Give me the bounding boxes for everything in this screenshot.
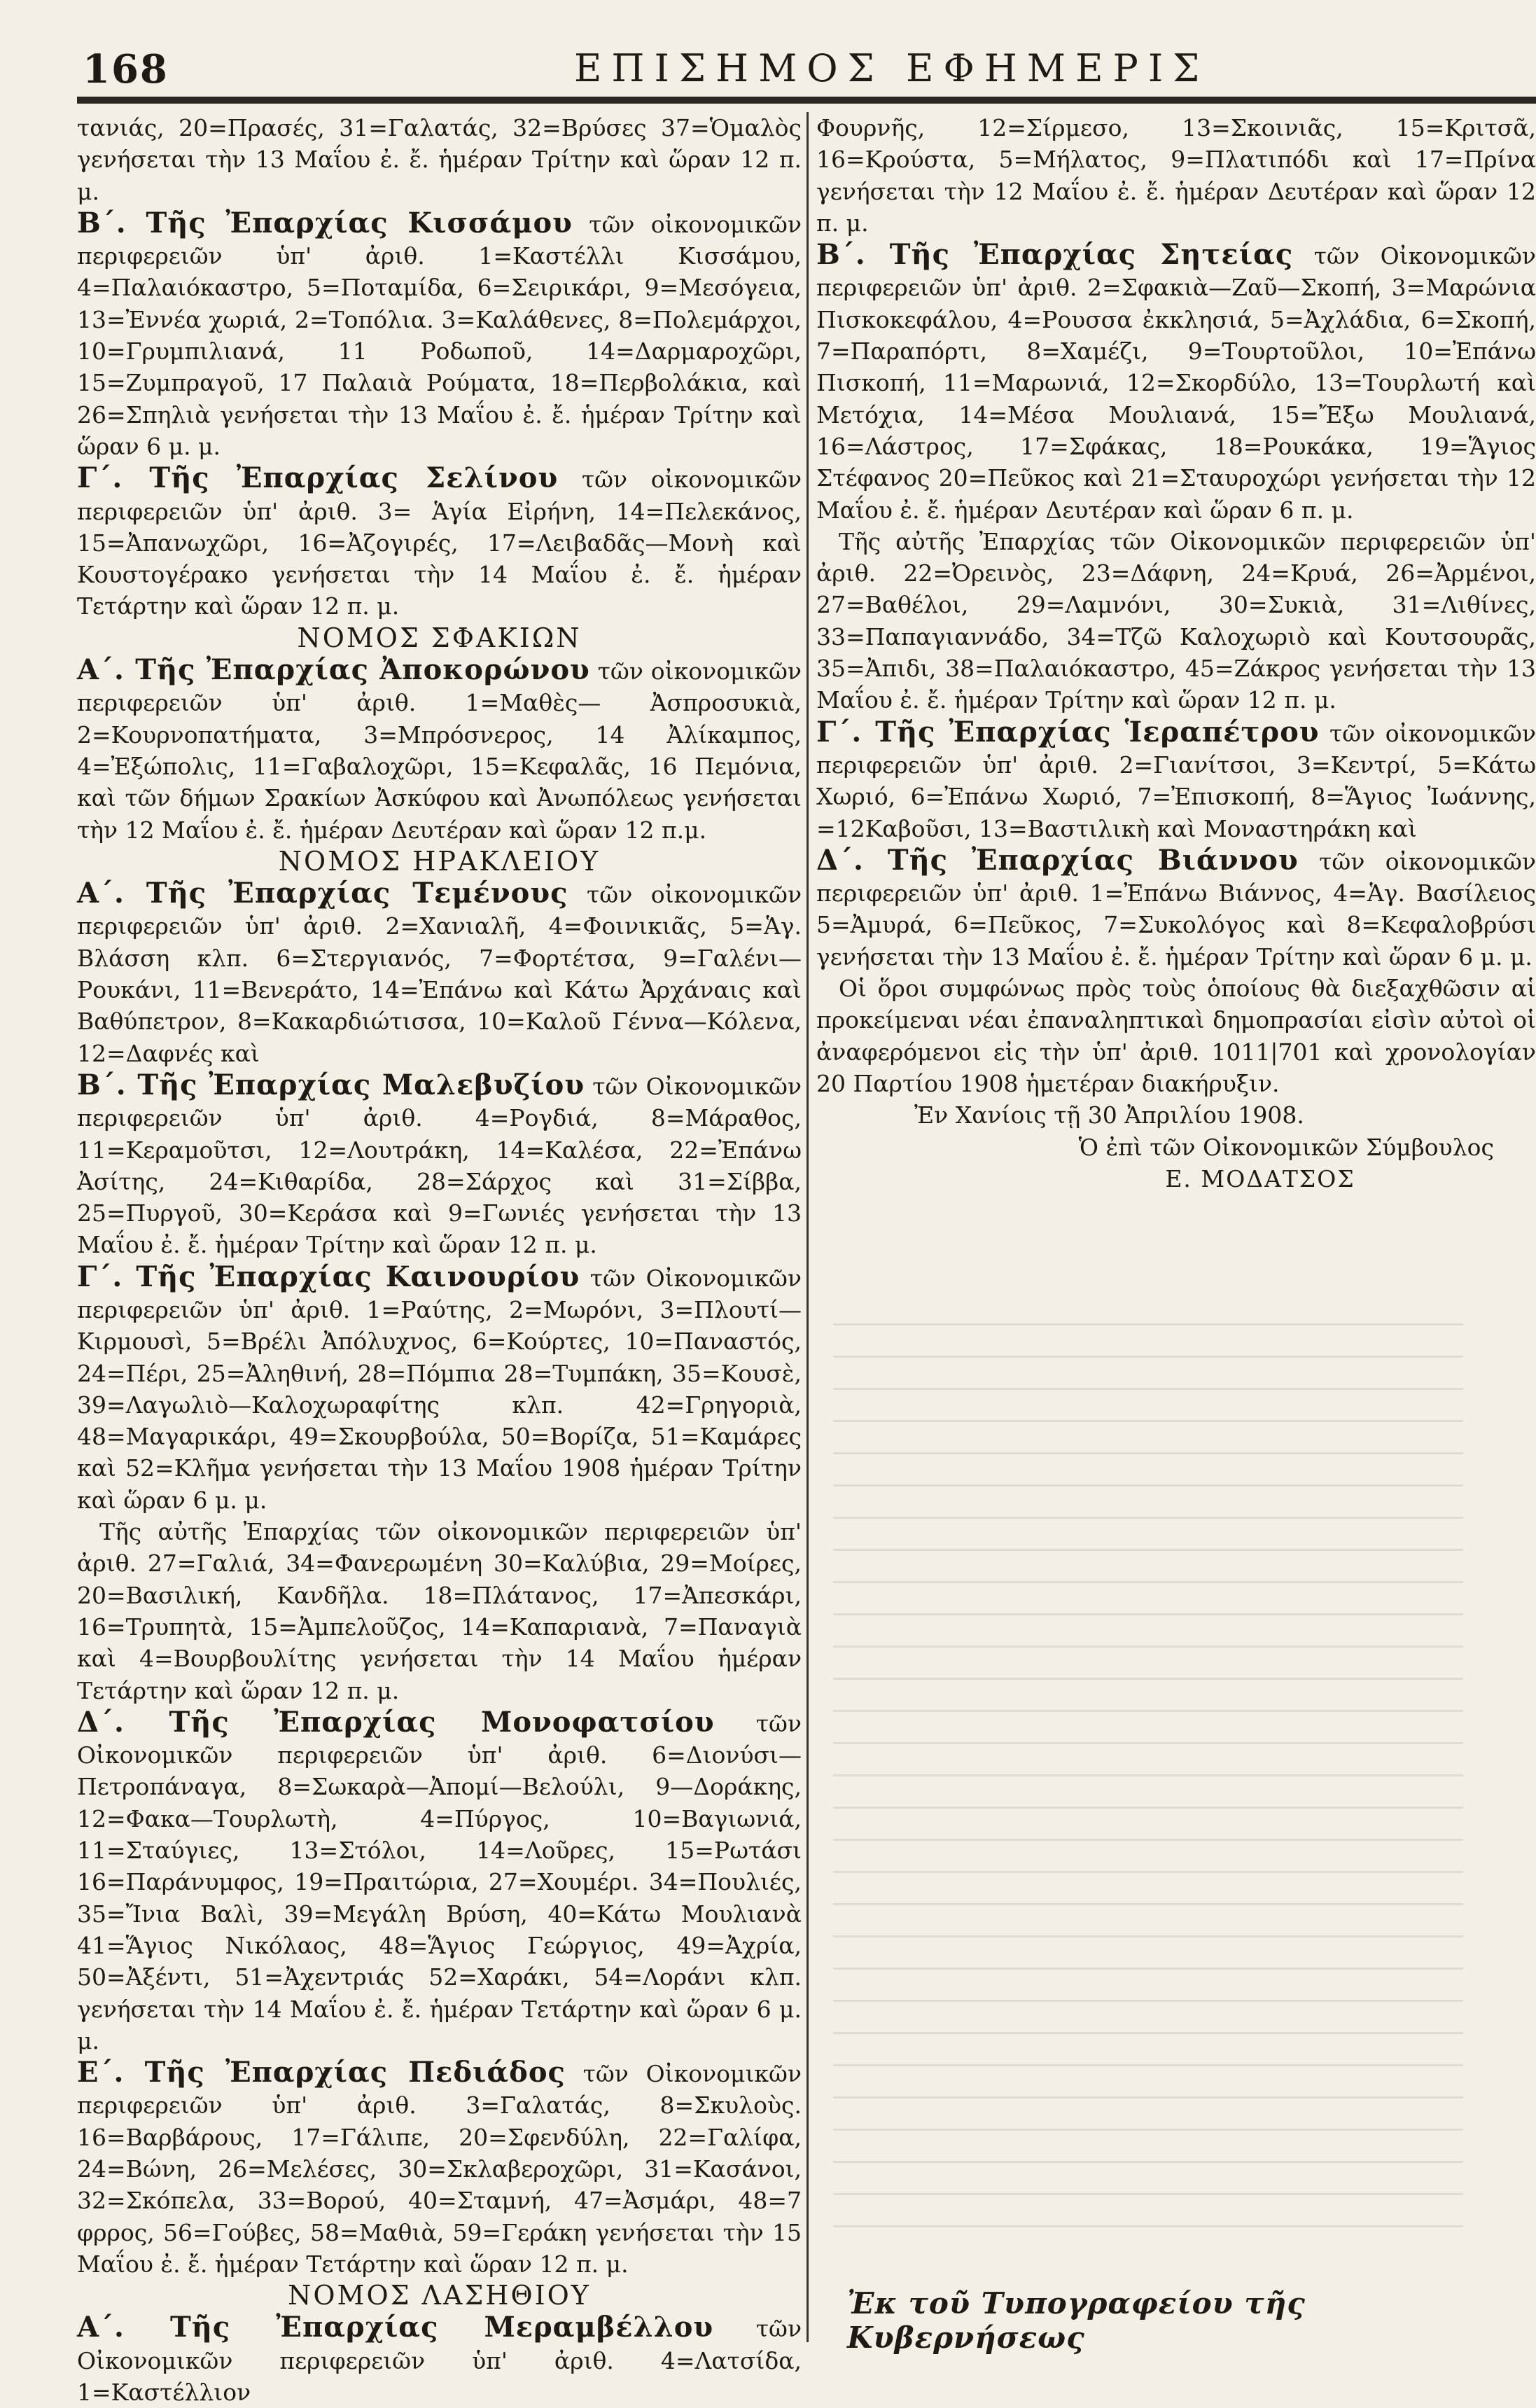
column-divider bbox=[807, 112, 809, 2342]
section-paragraph bbox=[77, 1261, 802, 1516]
section-heading: Α΄. Τῆς Ἐπαρχίας Ἀποκορώνου bbox=[77, 653, 590, 687]
date-line: Ἐν Χανίοις τῇ 30 Ἀπριλίου 1908. bbox=[914, 1101, 1304, 1129]
header-rule bbox=[77, 97, 1536, 104]
section-heading: Δ΄. Τῆς Ἐπαρχίας Βιάννου bbox=[816, 843, 1299, 877]
section-heading: Α΄. Τῆς Ἐπαρχίας Μεραμβέλλου bbox=[77, 2311, 714, 2344]
section-text: τῶν οἰκονομικῶν περιφερειῶν ὑπ' ἀριθ. 1=Μαθὲς— Ἀσπροσυκιὰ, 2=Κουρνοπατήματα, 3=Μπρόσνερος, 14 Ἀλίκαμπος, 4=Ἐξώπολις, 11=Γαβαλοχῶρι, 15=Κεφαλᾶς, 16 Πεμόνια, καὶ τῶν δήμων Σρακίων Ἀσκύφου καὶ Ἀνωπόλεως γενήσεται τὴν 12 Μαΐου ἐ. ἔ. ἡμέραν Δευτέραν καὶ ὥραν 12 π.μ. bbox=[77, 657, 802, 844]
paragraph: Οἱ ὅροι συμφώνως πρὸς τοὺς ὁποίους θὰ διεξαχθῶσιν αἱ προκείμεναι νέαι ἐπαναληπτικαὶ δημοπρασίαι εἰσὶν αὐτοὶ οἱ ἀναφερόμενοι εἰς τὴν ὑπ' ἀριθ. 1011|701 καὶ χρονολογίαν 20 Παρτίου 1908 ἡμετέραν διακήρυξιν. bbox=[816, 975, 1536, 1097]
section-paragraph bbox=[77, 1706, 802, 2056]
paragraph: Φουρνῆς, 12=Σίρμεσο, 13=Σκοινιᾶς, 15=Κριτσᾶ, 16=Κρούστα, 5=Μήλατος, 9=Πλατιπόδι καὶ 17=Πρίνα γενήσεται τὴν 12 Μαΐου ἐ. ἔ. ἡμέραν Δευτέραν καὶ ὥραν 12 π. μ. bbox=[816, 114, 1536, 237]
section-paragraph bbox=[77, 877, 802, 1069]
section-text: τῶν Οἰκονομικῶν περιφερειῶν ὑπ' ἀριθ. 3=Γαλατάς, 8=Σκυλοὺς. 16=Βαρβάρους, 17=Γάλιπε, 20=Σφενδύλη, 22=Γαλίφα, 24=Βώνη, 26=Μελέσες, 30=Σκλαβεροχῶρι, 31=Κασάνοι, 32=Σκόπελα, 33=Βορού, 40=Σταμνή, 47=Ἀσμάρι, 48=7 φρρος, 56=Γούβες, 58=Μαθιὰ, 59=Γεράκη γενήσεται τὴν 15 Μαΐου ἐ. ἔ. ἡμέραν Τετάρτην καὶ ὥραν 12 π. μ. bbox=[77, 2060, 802, 2278]
section-text: τῶν Οἰκονομικῶν περιφερειῶν ὑπ' ἀριθ. 4=Λατσίδα, 1=Καστέλλιον bbox=[77, 2315, 802, 2407]
section-text: τῶν Οἰκονομικῶν περιφερειῶν ὑπ' ἀριθ. 1=Ραύτης, 2=Μωρόνι, 3=Πλουτί—Κιρμουσὶ, 5=Βρέλι Ἀπόλυχνος, 6=Κούρτες, 10=Παναστός, 24=Πέρι, 25=Ἀληθινή, 28=Πόμπια 28=Τυμπάκη, 35=Κουσὲ, 39=Λαγωλιὸ—Καλοχωραφίτης κλπ. 42=Γρηγοριὰ, 48=Μαγαρικάρι, 49=Σκουρβούλα, 50=Βορίζα, 51=Καμάρες καὶ 52=Κλῆμα γενήσεται τὴν 13 Μαΐου 1908 ἡμέραν Τρίτην καὶ ὥραν 6 μ. μ. bbox=[77, 1264, 802, 1514]
printer-imprint: Ἐκ τοῦ Τυπογραφείου τῆς Κυβερνήσεως bbox=[847, 2286, 1306, 2355]
section-paragraph bbox=[77, 1069, 802, 1261]
section-text: τῶν Οἰκονομικῶν περιφερειῶν ὑπ' ἀριθ. 6=Διονύσι—Πετροπάναγα, 8=Σωκαρὰ—Ἀπομί—Βελούλι, 9—Δοράκης, 12=Φακα—Τουρλωτὴ, 4=Πύργος, 10=Βαγιωνιά, 11=Σταύγιες, 13=Στόλοι, 14=Λοῦρες, 15=Ρωτάσι 16=Παράνυμφος, 19=Πραιτώρια, 27=Χουμέρι. 34=Πουλιές, 35=Ἴνια Βαλὶ, 39=Μεγάλη Βρύση, 40=Κάτω Μουλιανὰ 41=Ἅγιος Νικόλαος, 48=Ἅγιος Γεώργιος, 49=Ἀχρία, 50=Ἀξέντι, 51=Ἀχεντριάς 52=Χαράκι, 54=Λοράνι κλπ. γενήσεται τὴν 14 Μαΐου ἐ. ἔ. ἡμέραν Τετάρτην καὶ ὥραν 6 μ. μ. bbox=[77, 1709, 802, 2054]
section-heading: Β΄. Τῆς Ἐπαρχίας Κισσάμου bbox=[77, 206, 573, 239]
prefecture-heading: ΝΟΜΟΣ ΗΡΑΚΛΕΙΟΥ bbox=[278, 845, 601, 877]
paragraph: Τῆς αὐτῆς Ἐπαρχίας τῶν οἰκονομικῶν περιφερειῶν ὑπ' ἀριθ. 27=Γαλιά, 34=Φανερωμένη 30=Καλύβια, 29=Μοίρες, 20=Βασιλική, Κανδῆλα. 18=Πλάτανος, 17=Ἀπεσκάρι, 16=Τρυπητὰ, 15=Ἀμπελοῦζος, 14=Καπαριανὰ, 7=Παναγιὰ καὶ 4=Βουρβουλίτης γενήσεται τὴν 14 Μαΐου ἡμέραν Τετάρτην καὶ ὥραν 12 π. μ. bbox=[77, 1518, 802, 1704]
section-text: τῶν Οἰκονομικῶν περιφερειῶν ὑπ' ἀριθ. 4=Ρογδιά, 8=Μάραθος, 11=Κεραμοῦτσι, 12=Λουτράκη, 14=Καλέσα, 22=Ἐπάνω Ἀσίτης, 24=Κιθαρίδα, 28=Σάρχος καὶ 31=Σίββα, 25=Πυργοῦ, 30=Κεράσα καὶ 9=Γωνιές γενήσεται τὴν 13 Μαΐου ἐ. ἔ. ἡμέραν Τρίτην καὶ ὥραν 12 π. μ. bbox=[77, 1072, 802, 1259]
left-column bbox=[77, 112, 802, 2408]
paragraph: Τῆς αὐτῆς Ἐπαρχίας τῶν Οἰκονομικῶν περιφερειῶν ὑπ' ἀριθ. 22=Ὀρεινὸς, 23=Δάφνη, 24=Κρυά, 26=Ἀρμένοι, 27=Βαθέλοι, 29=Λαμνόνι, 30=Συκιὰ, 31=Λιθίνες, 33=Παπαγιαννάδο, 34=Τζῶ Καλοχωριὸ καὶ Κουτσουρᾶς, 35=Ἀπιδι, 38=Παλαιόκαστρο, 45=Ζάκρος γενήσεται τὴν 13 Μαΐου ἐ. ἔ. ἡμέραν Τρίτην καὶ ὥραν 12 π. μ. bbox=[816, 527, 1536, 714]
section-paragraph bbox=[77, 207, 802, 462]
section-heading: Α΄. Τῆς Ἐπαρχίας Τεμένους bbox=[77, 877, 568, 910]
page-number: 168 bbox=[83, 46, 169, 92]
section-paragraph bbox=[77, 2311, 802, 2408]
section-heading: Β΄. Τῆς Ἐπαρχίας Μαλεβυζίου bbox=[77, 1068, 585, 1101]
section-paragraph bbox=[816, 239, 1536, 526]
section-heading: Β΄. Τῆς Ἐπαρχίας Σητείας bbox=[816, 238, 1294, 272]
signatory-title: Ὁ ἐπὶ τῶν Οἰκονομικῶν Σύμβουλος bbox=[1078, 1133, 1494, 1161]
section-heading: Γ΄. Τῆς Ἐπαρχίας Ἱεραπέτρου bbox=[816, 715, 1320, 749]
section-paragraph bbox=[816, 844, 1536, 973]
section-paragraph bbox=[77, 462, 802, 622]
section-text: τῶν οἰκονομικῶν περιφερειῶν ὑπ' ἀριθ. 2=Γιανίτσοι, 3=Κεντρί, 5=Κάτω Χωριό, 6=Ἐπάνω Χωριό, 7=Ἐπισκοπή, 8=Ἅγιος Ἰωάννης, =12Καβοῦσι, 13=Βαστιλικὴ καὶ Μοναστηράκη καὶ bbox=[816, 719, 1536, 842]
section-heading: Γ΄. Τῆς Ἐπαρχίας Καινουρίου bbox=[77, 1260, 580, 1293]
signatory-name: Ε. ΜΟΔΑΤΣΟΣ bbox=[1165, 1164, 1355, 1192]
section-heading: Ε΄. Τῆς Ἐπαρχίας Πεδιάδος bbox=[77, 2056, 566, 2089]
section-paragraph bbox=[816, 716, 1536, 844]
paragraph: τανιάς, 20=Πρασές, 31=Γαλατάς, 32=Βρύσες 37=Ὁμαλὸς γενήσεται τὴν 13 Μαΐου ἐ. ἔ. ἡμέραν Τρίτην καὶ ὥραν 12 π. μ. bbox=[77, 114, 802, 205]
section-heading: Γ΄. Τῆς Ἐπαρχίας Σελίνου bbox=[77, 461, 559, 495]
section-paragraph bbox=[77, 2056, 802, 2280]
section-paragraph bbox=[77, 654, 802, 846]
section-text: τῶν οἰκονομικῶν περιφερειῶν ὑπ' ἀριθ. 1=Καστέλλι Κισσάμου, 4=Παλαιόκαστρο, 5=Ποταμίδα, 6=Σειρικάρι, 9=Μεσόγεια, 13=Ἐννέα χωριά, 2=Τοπόλια. 3=Καλάθενες, 8=Πολεμάρχοι, 10=Γρυμπιλιανά, 11 Ροδωποῦ, 14=Δαρμαροχῶρι, 15=Ζυμπραγοῦ, 17 Παλαιὰ Ρούματα, 18=Περβολάκια, καὶ 26=Σπηλιὰ γενήσεται τὴν 13 Μαΐου ἐ. ἔ. ἡμέραν Τρίτην καὶ ὥραν 6 μ. μ. bbox=[77, 210, 802, 460]
section-text: τῶν οἰκονομικῶν περιφερειῶν ὑπ' ἀριθ. 2=Χανιαλῆ, 4=Φοινικιᾶς, 5=Ἁγ. Βλάσση κλπ. 6=Στεργιανός, 7=Φορτέτσα, 9=Γαλένι—Ρουκάνι, 11=Βενεράτο, 14=Ἐπάνω καὶ Κάτω Ἀρχάναις καὶ Βαθύπετρον, 8=Κακαρδιώτισσα, 10=Καλοῦ Γέννα—Κόλενα, 12=Δαφνές καὶ bbox=[77, 881, 802, 1067]
right-column bbox=[816, 112, 1536, 2360]
section-text: τῶν Οἰκονομικῶν περιφερειῶν ὑπ' ἀριθ. 2=Σφακιὰ—Ζαῦ—Σκοπή, 3=Μαρώνια Πισκοκεφάλου, 4=Ρουσσα ἐκκλησιά, 5=Ἀχλάδια, 6=Σκοπή, 7=Παραπόρτι, 8=Χαμέζι, 9=Τουρτοῦλοι, 10=Ἐπάνω Πισκοπή, 11=Μαρωνιά, 12=Σκορδύλο, 13=Τουρλωτή καὶ Μετόχια, 14=Μέσα Μουλιανά, 15=Ἔξω Μουλιανά, 16=Λάστρος, 17=Σφάκας, 18=Ρουκάκα, 19=Ἅγιος Στέφανος 20=Πεῦκος καὶ 21=Σταυροχώρι γενήσεται τὴν 12 Μαΐου ἐ. ἔ. ἡμέραν Δευτέραν καὶ ὥραν 6 π. μ. bbox=[816, 242, 1536, 524]
section-text: τῶν οἰκονομικῶν περιφερειῶν ὑπ' ἀριθ. 3= Ἁγία Εἰρήνη, 14=Πελεκάνος, 15=Ἀπανωχῶρι, 16=Ἀζογιρές, 17=Λειβαδᾶς—Μονὴ καὶ Κουστογέρακο γενήσεται τὴν 14 Μαΐου ἐ. ἔ. ἡμέραν Τετάρτην καὶ ὥραν 12 π. μ. bbox=[77, 466, 802, 620]
prefecture-heading: ΝΟΜΟΣ ΣΦΑΚΙΩΝ bbox=[297, 622, 582, 653]
section-heading: Δ΄. Τῆς Ἐπαρχίας Μονοφατσίου bbox=[77, 1705, 715, 1739]
section-text: τῶν οἰκονομικῶν περιφερειῶν ὑπ' ἀριθ. 1=Ἐπάνω Βιάννος, 4=Ἁγ. Βασίλειος 5=Ἀμυρά, 6=Πεῦκος, 7=Συκολόγος καὶ 8=Κεφαλοβρύσι γενήσεται τὴν 13 Μαΐου ἐ. ἔ. ἡμέραν Τρίτην καὶ ὥραν 6 μ. μ. bbox=[816, 847, 1536, 970]
prefecture-heading: ΝΟΜΟΣ ΛΑΣΗΘΙΟΥ bbox=[288, 2280, 591, 2311]
running-title: ΕΠΙΣΗΜΟΣ ΕΦΗΜΕΡΙΣ bbox=[574, 46, 1210, 90]
page-header bbox=[0, 0, 1536, 105]
